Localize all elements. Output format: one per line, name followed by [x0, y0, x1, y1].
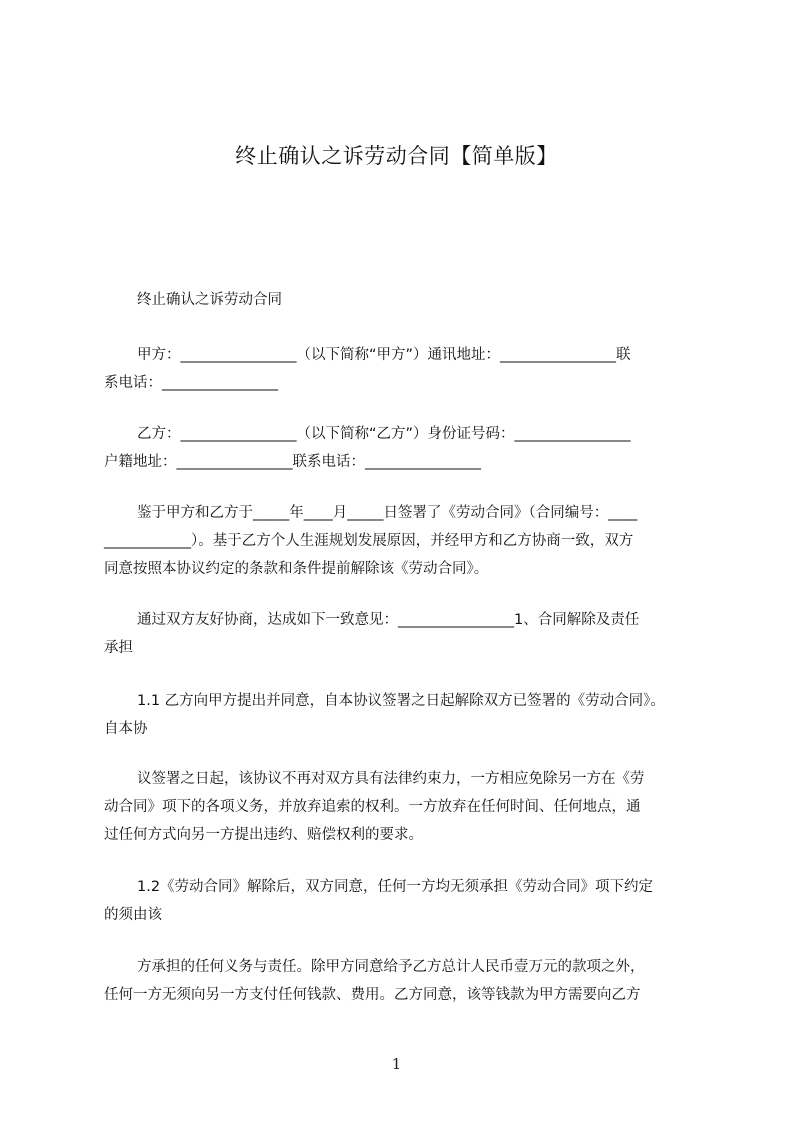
clause-1-1-paragraph — [104, 687, 704, 743]
subtitle-text: 终止确认之诉劳动合同 — [137, 292, 282, 308]
subtitle-paragraph — [104, 286, 704, 314]
consensus-paragraph — [104, 606, 704, 662]
party-a-line-1: 甲方：________________（以下简称“甲方”）通讯地址：________________联 — [137, 347, 631, 363]
recital-line-2: ____________）。基于乙方个人生涯规划发展原因，并经甲方和乙方协商一致，双方 — [104, 533, 634, 549]
recital-line-3: 同意按照本协议约定的条款和条件提前解除该《劳动合同》。 — [104, 561, 489, 577]
clause-1-2-cont-line-1: 方承担的任何义务与责任。除甲方同意给予乙方总计人民币壹万元的款项之外， — [137, 959, 645, 975]
clause-1-1-cont-line-2: 动合同》项下的各项义务，并放弃追索的权利。一方放弃在任何时间、任何地点，通 — [104, 799, 641, 815]
page-number: 1 — [391, 1055, 402, 1073]
party-b-line-2: 户籍地址：________________联系电话：________________ — [104, 454, 481, 470]
clause-1-2-cont-line-2: 任何一方无须向另一方支付任何钱款、费用。乙方同意，该等钱款为甲方需要向乙方 — [104, 987, 641, 1003]
recital-line-1: 鉴于甲方和乙方于_____年____月_____日签署了《劳动合同》（合同编号：____ — [137, 505, 638, 521]
party-a-line-2: 系电话：________________ — [104, 375, 278, 391]
party-b-line-1: 乙方：________________（以下简称“乙方”）身份证号码：________________ — [137, 426, 631, 442]
clause-1-1-continuation — [104, 765, 704, 849]
clause-1-2-line-1: 1.2《劳动合同》解除后，双方同意，任何一方均无须承担《劳动合同》项下约定 — [137, 879, 654, 895]
party-b-paragraph — [104, 420, 704, 476]
document-title: 终止确认之诉劳动合同【简单版】 — [235, 144, 558, 168]
recital-paragraph — [104, 499, 704, 583]
clause-1-2-paragraph — [104, 873, 704, 929]
consensus-line-1: 通过双方友好协商，达成如下一致意见：________________1、合同解除及责任 — [137, 612, 640, 628]
clause-1-2-line-2: 的须由该 — [104, 907, 162, 923]
party-a-paragraph — [104, 341, 704, 397]
consensus-line-2: 承担 — [104, 640, 133, 656]
clause-1-1-cont-line-3: 过任何方式向另一方提出违约、赔偿权利的要求。 — [104, 827, 423, 843]
clause-1-1-line-1: 1.1 乙方向甲方提出并同意，自本协议签署之日起解除双方已签署的《劳动合同》。 — [137, 693, 665, 709]
clause-1-2-continuation — [104, 953, 704, 1009]
clause-1-1-cont-line-1: 议签署之日起，该协议不再对双方具有法律约束力，一方相应免除另一方在《劳 — [137, 771, 645, 787]
clause-1-1-line-2: 自本协 — [104, 721, 148, 737]
